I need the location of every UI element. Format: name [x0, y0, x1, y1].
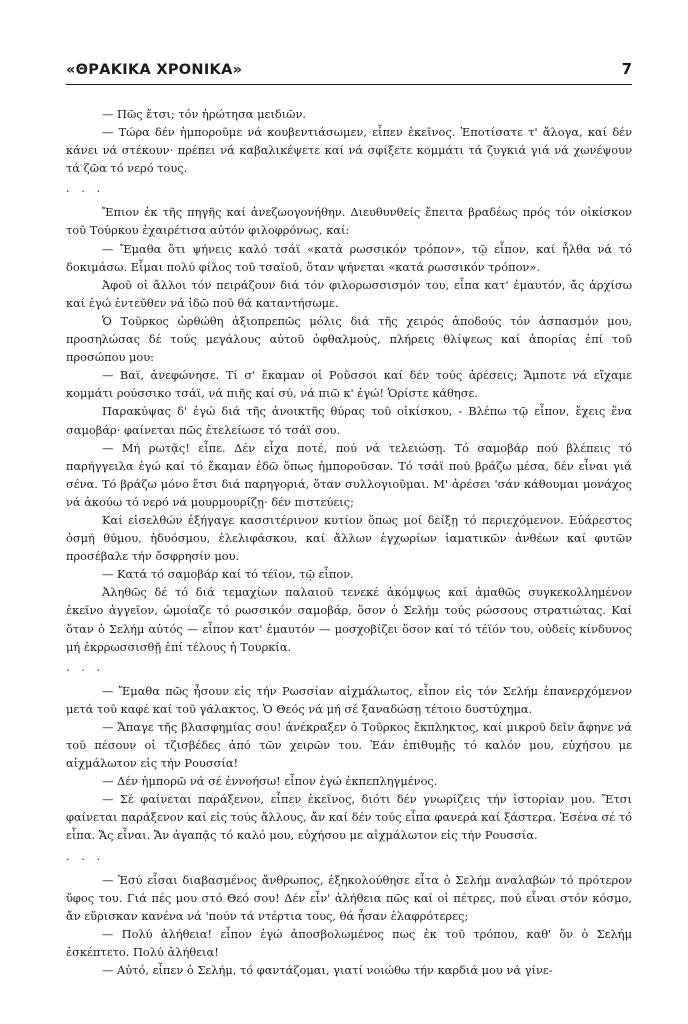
journal-title: «ΘΡΑΚΙΚΑ ΧΡΟΝΙΚΑ» — [66, 62, 243, 78]
paragraph: — Πῶς ἔτσι; τόν ἠρώτησα μειδιῶν. — [102, 107, 307, 121]
paragraph: — Μή ρωτᾷς! εἶπε. Δέν εἶχα ποτέ, πού νά τελειώσῃ. Τό σαμοβάρ πού βλέπεις τό παρήγγειλα ἐγώ καί τό ἔκαμαν ἐδῶ ὅπως ἠμποροῦσαν. Τό τσάϊ πού βράζω μέσα, δέν εἶναι γιά σένα. Τό βράζω μόνο ἔτσι διά παρηγοριά, ὅταν συλλογιοῦμαι. Μ' ἀρέσει 'σάν κάθουμαι μονάχος νά ἀκούω τό νερό νά μουρμουρίζῃ· δέν πιστεύεις; — [66, 440, 632, 509]
section-break: . . . — [66, 659, 105, 674]
paragraph: — Ἄπαγε τῆς βλασφημίας σου! ἀνέκραξεν ὁ Τοῦρκος ἔκπληκτος, καί μικροῦ δεῖν ἄφηνε νά τοῦ πέσουν οἱ τζισβέδες ἀπό τῶν χειρῶν του. Ἐάν ἐπιθυμῇς τό καλόν μου, εὐχήσου με αἰχμάλωτον εἰς τήν Ρουσσία! — [66, 719, 632, 771]
running-header — [66, 60, 632, 85]
paragraph: Ἔπιον ἐκ τῆς πηγῆς καί ἀνεζωογονήθην. Διευθυνθείς ἔπειτα βραδέως πρός τόν οἰκίσκον τοῦ Τούρκου ἐχαιρέτισα αὐτόν φιλοφρόνως, καί: — [66, 205, 632, 238]
paragraph: — Βαϊ, ἀνεφώνησε. Τί σ' ἔκαμαν οἱ Ροῦσσοι καί δέν τούς ἀρέσεις; Ἄμποτε νά εἴχαμε κομμάτι ρούσσικο τσάϊ, νά πιῆς καί σύ, νά πιῶ κ' ἐγώ! Ὁρίστε κάθησε. — [66, 368, 632, 401]
paragraph: — Δέν ἠμπορῶ νά σέ ἐννοήσω! εἶπον ἐγώ ἐκπεπληγμένος. — [102, 774, 438, 789]
paragraph: — Τώρα δέν ἠμποροῦμε νά κουβεντιάσωμεν, εἶπεν ἐκεῖνος. Ἐποτίσατε τ' ἄλογα, καί δέν κάνει νά στέκουν· πρέπει νά καβαλικέψετε καί νά σφίξετε κομμάτι τά ζυγκιά γιά νά χωνέψουν τά ζῶα τό νερό τους. — [66, 125, 632, 176]
paragraph: Ἀληθῶς δέ τό διά τεμαχίων παλαιοῦ τενεκέ ἀκόμψως καί ἀμαθῶς συγκεκολλημένον ἐκεῖνο ἀγγεῖον, ὡμοίαζε τό ρωσσικόν σαμοβάρ, ὅσον ὁ Σελήμ τούς ρώσσους στρατιώτας. Καί ὅταν ὁ Σελήμ αὐτός — εἶπον κατ' ἐμαυτόν — μοσχοβίζει ὅσον καί τό τέϊόν του, οὐδείς κίνδυνος μή ἐκρρωσσισθῇ ἐπί τέλους ἡ Τουρκία. — [66, 585, 632, 654]
section-break: . . . — [66, 181, 105, 196]
paragraph: — Ἔμαθα ὅτι ψήνεις καλό τσάϊ «κατά ρωσσικόν τρόπον», τῷ εἶπον, καί ἦλθα νά τό δοκιμάσω. Εἶμαι πολύ φίλος τοῦ τσαϊοῦ, ὅταν ψήνεται «κατά ρωσσικόν τρόπον». — [66, 241, 632, 274]
paragraph: Καί εἰσελθών ἐξήγαγε κασσιτέρινον κυτίον ὅπως μοί δείξῃ τό περιεχόμενον. Εὐάρεστος ὀσμή θύμου, ἡδυόσμου, ἐλελιφάσκου, καί ἄλλων ἐγχωρίων ἰαματικῶν ἀνθέων καί φυτῶν προσέβαλε τήν ὄσφρησίν μου. — [66, 512, 632, 564]
paragraph: — Ἔμαθα πῶς ἦσουν εἰς τήν Ρωσσίαν αἰχμάλωτος, εἶπον εἰς τόν Σελήμ ἐπανερχόμενον μετά τοῦ καφέ καί τοῦ γάλακτος. Ὁ Θεός νά μή σέ ξαναδώσῃ τέτοιο δυστύχημα. — [66, 683, 632, 716]
paragraph: — Ἐσύ εἶσαι διαβασμένος ἄνθρωπος, ἐξηκολούθησε εἶτα ὁ Σελήμ αναλαβών τό πρότερον ὕφος του. Γιά πές μου στό Θεό σου! Δέν εἶν' ἀλήθεια πῶς καί οἱ πέτρες, πού εἶναι στόν κόσμο, ἄν εὕρισκαν κανένα νά 'πούν τά ντέρτια τους, θά ἦσαν ἐλαφρότερες; — [66, 872, 632, 923]
paragraph: Ἀφοῦ οἱ ἄλλοι τόν πειράζουν διά τόν φιλορωσσισμόν του, εἶπα κατ' ἐμαυτόν, ἄς ἀρχίσω καί ἐγώ ἐντεῦθεν νά ἰδῶ ποῦ θά καταντήσωμε. — [66, 277, 632, 310]
paragraph: — Σέ φαίνεται παράξενον, εἶπεν ἐκεῖνος, διότι δέν γνωρίζεις τήν ἱστορίαν μου. Ἔτσι φαίνεται παράξενον καί εἰς τούς ἄλλους, ἄν καί δέν τούς εἶπα φανερά καί ξάστερα. Ἐσένα σέ τό εἶπα. Ἄς εἶναι. Ἄν ἀγαπᾷς τό καλό μου, εὐχήσου με αἰχμάλωτον εἰς τήν Ρουσσία. — [66, 792, 632, 843]
paragraph: — Αὐτό, εἶπεν ὁ Σελήμ, τό φαντάζομαι, γιατί νοιώθω τήν καρδιά μου νά γίνε- — [102, 963, 553, 978]
paragraph: — Κατά τό σαμοβάρ καί τό τέϊον, τῷ εἶπον. — [102, 567, 354, 582]
body-text — [66, 105, 632, 979]
section-break: . . . — [66, 848, 105, 863]
paragraph: Ὁ Τοῦρκος ὠρθώθη ἀξιοπρεπῶς μόλις διά τῆς χειρός ἀποδούς τόν ἀσπασμόν μου, προσηλώσας δέ τούς μεγάλους αὐτοῦ ὀφθαλμούς, πλήρεις θλίψεως καί ἀπορίας ἐπί τοῦ προσώπου μου: — [66, 313, 632, 365]
paragraph: Παρακύψας δ' ἐγώ διά τῆς ἀνοικτῆς θύρας τοῦ οἰκίσκου, - Βλέπω τῷ εἶπον, ἔχεις ἕνα σαμοβάρ· φαίνεται πῶς ἐτελείωσε τό τσάϊ σου. — [66, 404, 632, 437]
paragraph: — Πολύ ἀλήθεια! εἶπον ἐγώ ἀποσβολωμένος πως ἐκ τοῦ τρόπου, καθ' ὅν ὁ Σελήμ ἐσκέπτετο. Πολύ ἀλήθεια! — [66, 926, 632, 959]
page-number: 7 — [621, 60, 632, 78]
